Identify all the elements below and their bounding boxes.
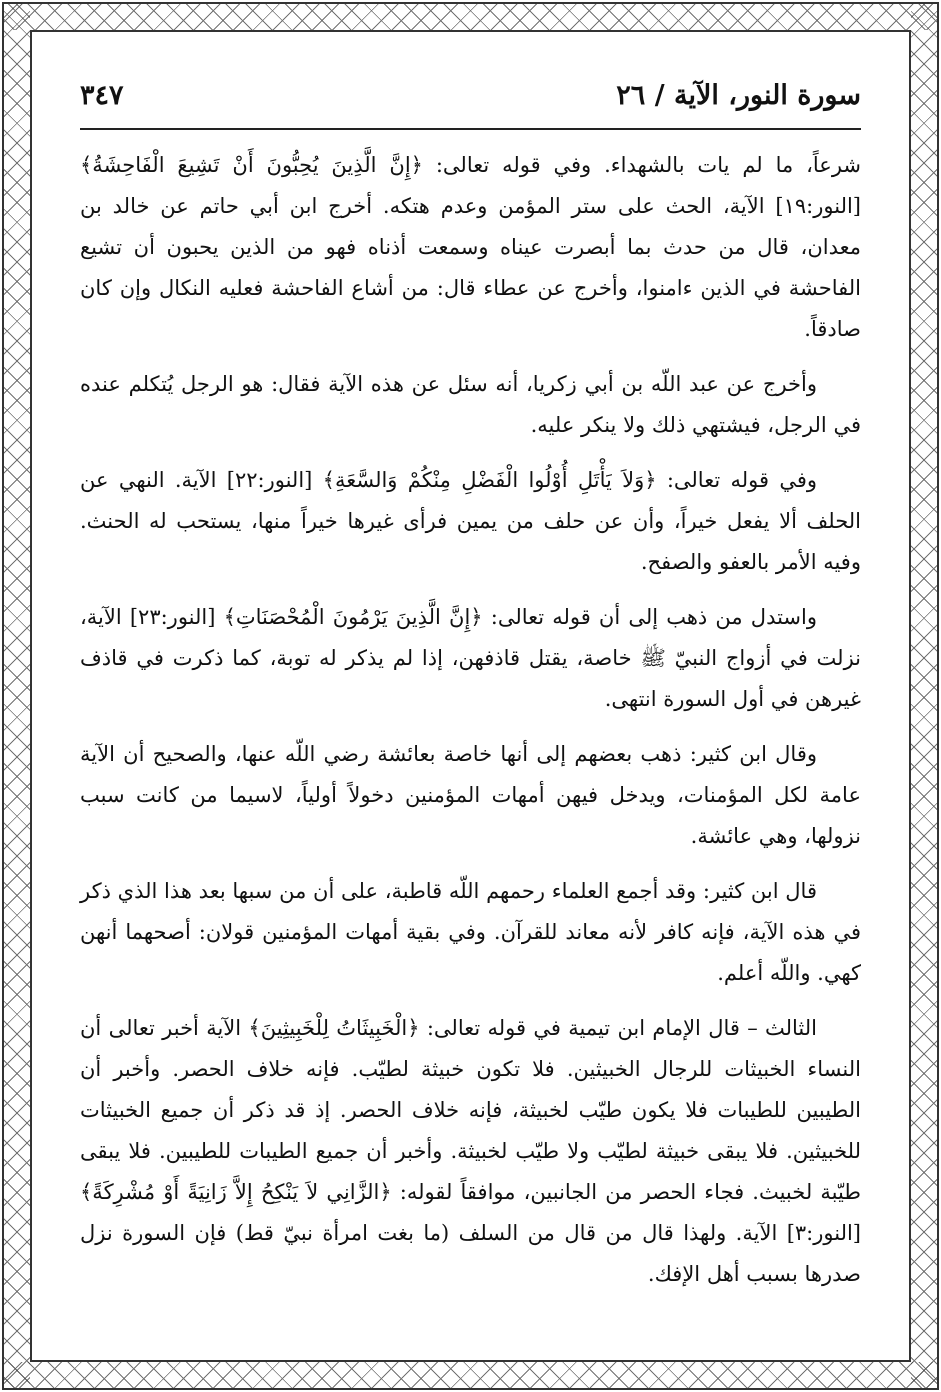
- paragraph: وفي قوله تعالى: ﴿وَلاَ يَأْتَلِ أُوْلُوا الْفَضْلِ مِنْكُمْ وَالسَّعَةِ﴾ [النور:٢٢] الآية. النهي عن الحلف ألا يفعل خيراً، وأن عن حلف من يمين فرأى غيرها خيراً منها، يستحب له الحنث. وفيه الأمر بالعفو والصفح.: [80, 468, 861, 574]
- running-title: سورة النور، الآية / ٢٦: [616, 80, 861, 111]
- page-header: [80, 80, 861, 120]
- paragraph: وأخرج عن عبد اللّه بن أبي زكريا، أنه سئل عن هذه الآية فقال: هو الرجل يُتكلم عنده في الرجل، فيشتهي ذلك ولا ينكر عليه.: [80, 372, 861, 437]
- border-ornament-bottom: [4, 1362, 937, 1388]
- border-ornament-right: [911, 4, 937, 1388]
- body-text: [80, 145, 861, 1309]
- border-ornament-top: [4, 4, 937, 30]
- border-ornament-left: [4, 4, 30, 1388]
- paragraph: وقال ابن كثير: ذهب بعضهم إلى أنها خاصة بعائشة رضي اللّه عنها، والصحيح أن الآية عامة لكل المؤمنات، ويدخل فيهن أمهات المؤمنين دخولاً أولياً، لاسيما من كانت سبب نزولها، وهي عائشة.: [80, 742, 861, 848]
- paragraph: الثالث – قال الإمام ابن تيمية في قوله تعالى: ﴿الْخَبِيثَاتُ لِلْخَبِيثِينَ﴾ الآية أخبر تعالى أن النساء الخبيثات للرجال الخبيثين. فلا تكون خبيثة لطيّب. فإنه خلاف الحصر. وأخبر أن الطيبين للطيبات فلا يكون طيّب لخبيثة، فإنه خلاف الحصر. إذ قد ذكر أن جميع الخبيثات للخبيثين. فلا يبقى خبيثة لطيّب ولا طيّب لخبيثة. وأخبر أن جميع الطيبات للطيبين. فلا يبقى طيّبة لخبيث. فجاء الحصر من الجانبين، موافقاً لقوله: ﴿الزَّانِي لاَ يَنْكِحُ إِلاَّ زَانِيَةً أَوْ مُشْرِكَةً﴾ [النور:٣] الآية. ولهذا قال من قال من السلف (ما بغت امرأة نبيّ قط) فإن السورة نزل صدرها بسبب أهل الإفك.: [80, 1016, 861, 1286]
- paragraph: شرعاً، ما لم يات بالشهداء. وفي قوله تعالى: ﴿إِنَّ الَّذِينَ يُحِبُّونَ أَنْ تَشِيعَ الْفَاحِشَةُ﴾ [النور:١٩] الآية، الحث على ستر المؤمن وعدم هتكه. أخرج ابن أبي حاتم عن خالد بن معدان، قال من حدث بما أبصرت عيناه وسمعت أذناه فهو من الذين يحبون أن تشيع الفاحشة في الذين ءامنوا، وأخرج عن عطاء قال: من أشاع الفاحشة فعليه النكال وإن كان صادقاً.: [80, 153, 861, 341]
- paragraph: واستدل من ذهب إلى أن قوله تعالى: ﴿إِنَّ الَّذِينَ يَرْمُونَ الْمُحْصَنَاتِ﴾ [النور:٢٣] الآية، نزلت في أزواج النبيّ ﷺ خاصة، يقتل قاذفهن، إذا لم يذكر له توبة، كما ذكرت في قاذف غيرهن في أول السورة انتهى.: [80, 605, 861, 711]
- paragraph: قال ابن كثير: وقد أجمع العلماء رحمهم اللّه قاطبة، على أن من سبها بعد هذا الذي ذكر في هذه الآية، فإنه كافر لأنه معاند للقرآن. وفي بقية أمهات المؤمنين قولان: أصحهما أنهن كهي. واللّه أعلم.: [80, 879, 861, 985]
- header-rule: [80, 128, 861, 130]
- page-number: ٣٤٧: [80, 80, 124, 111]
